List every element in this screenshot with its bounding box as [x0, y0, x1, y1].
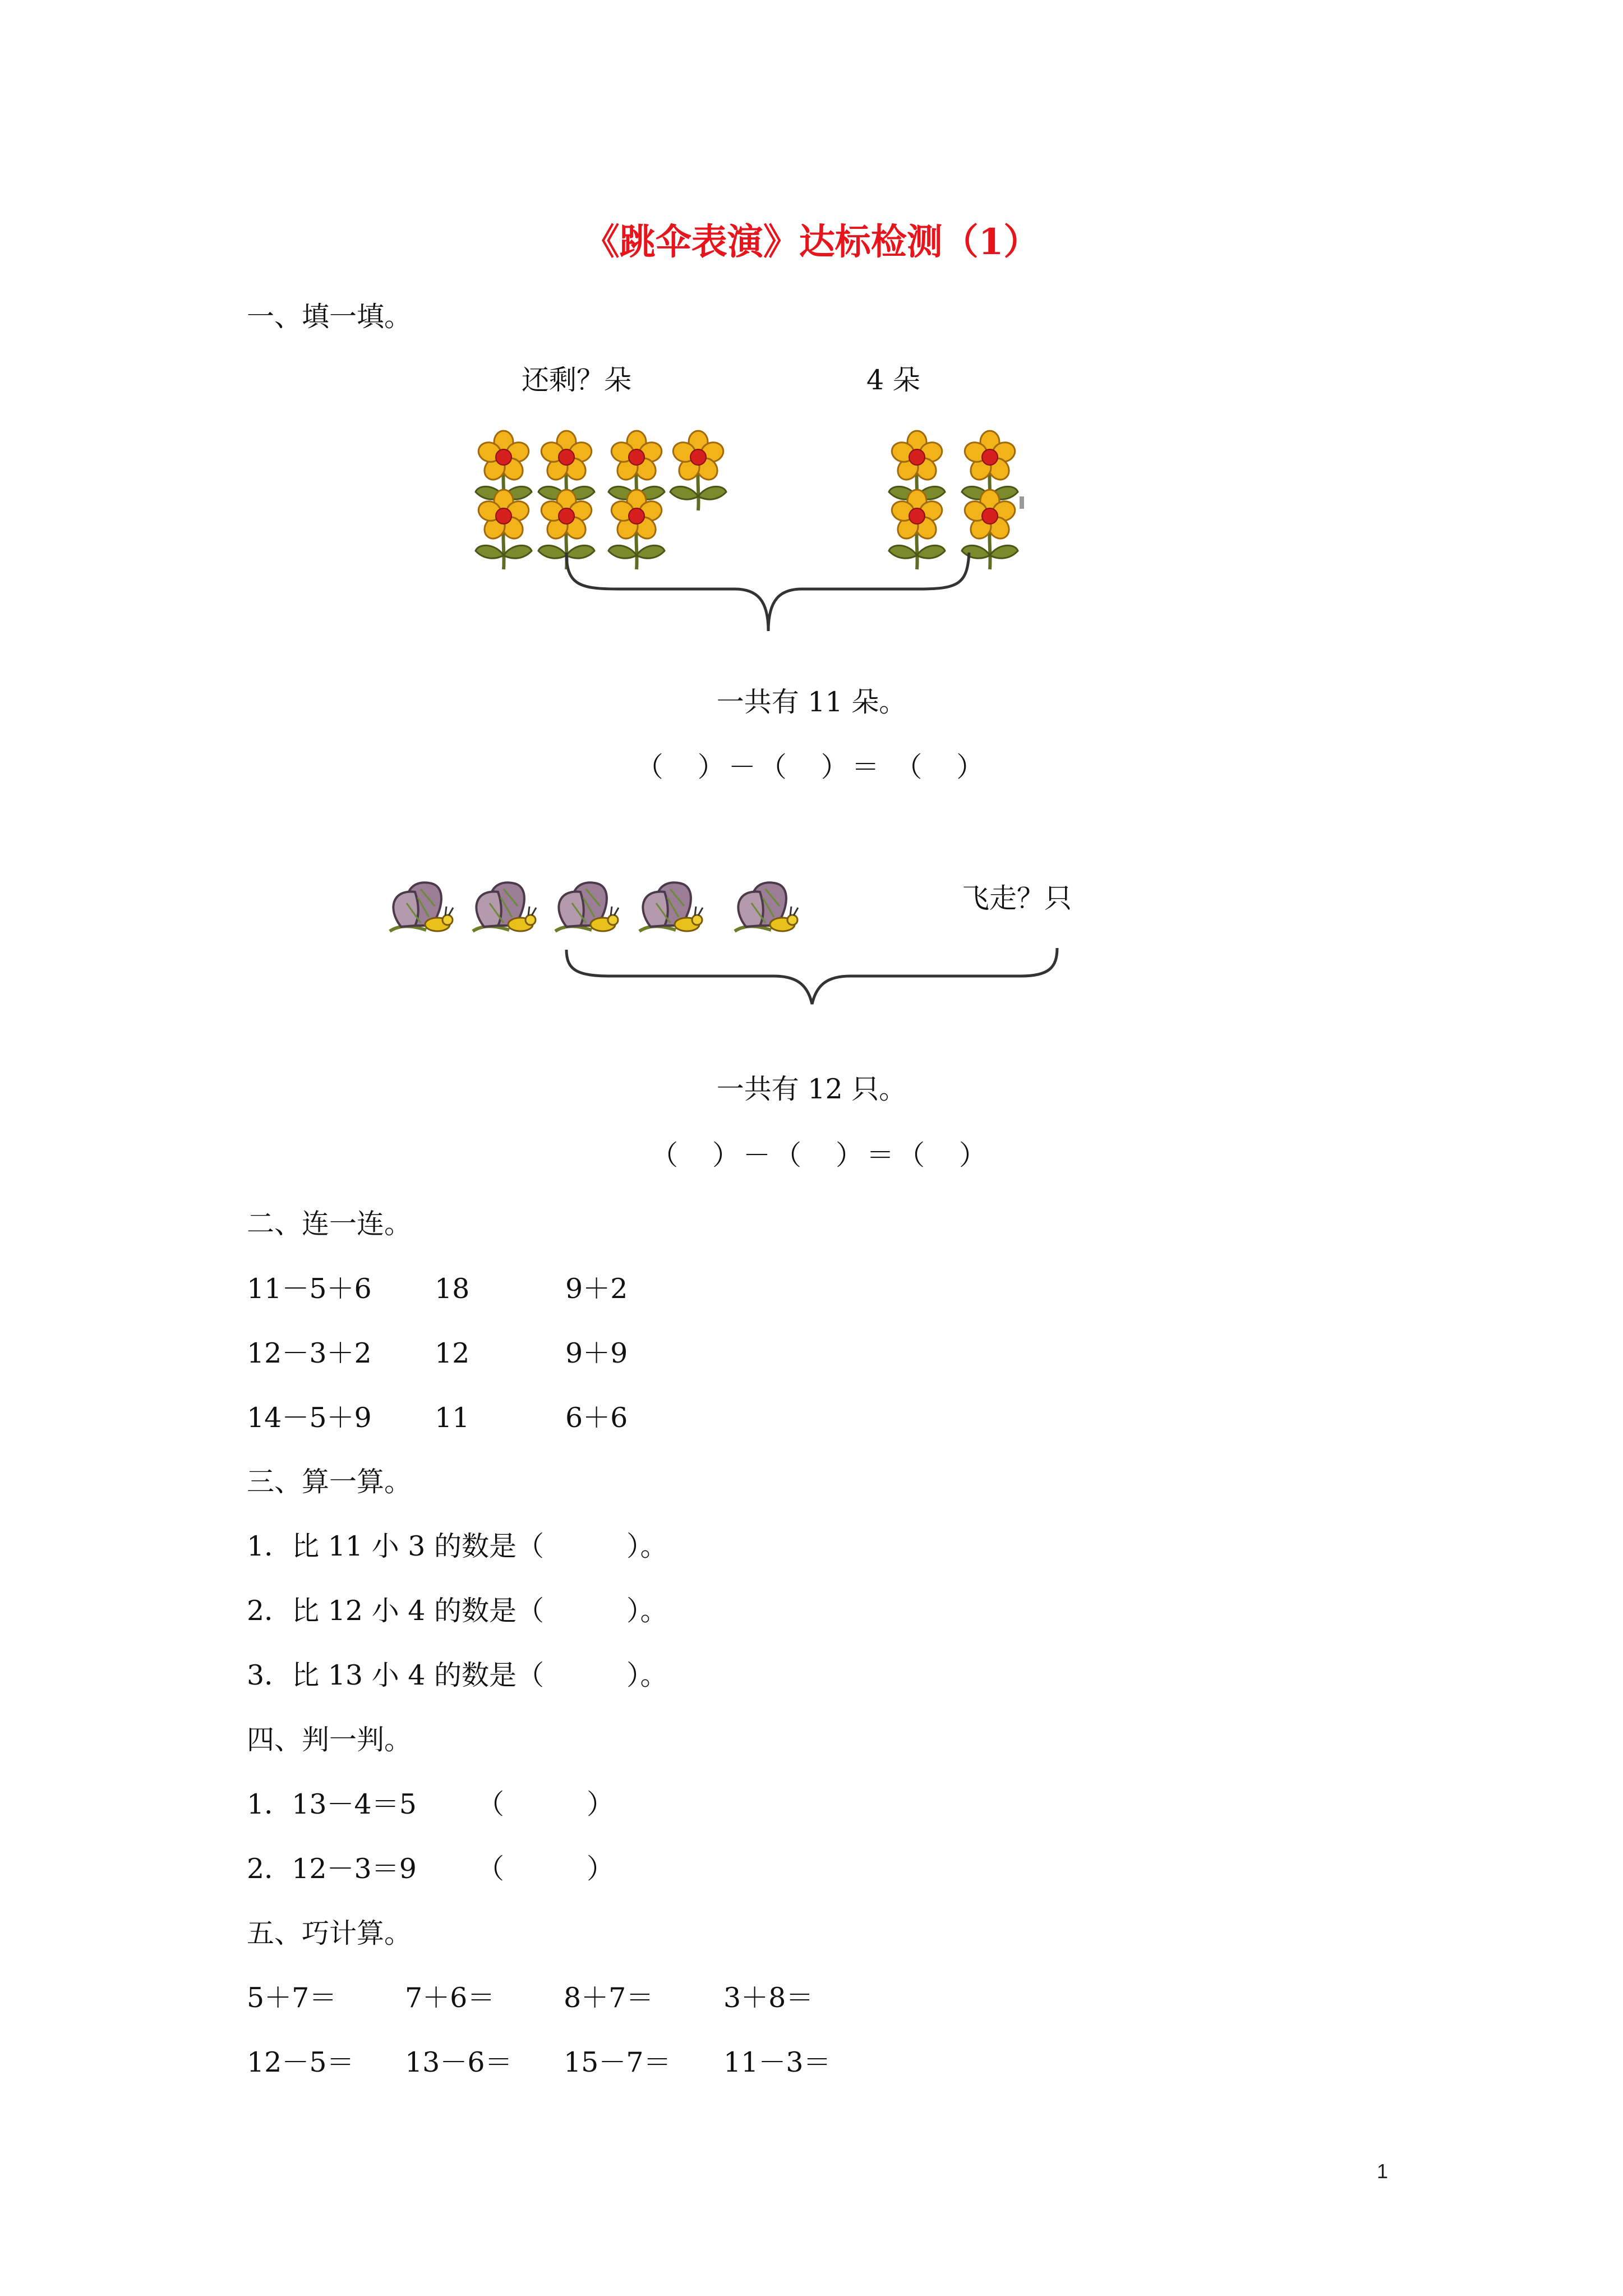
- right-flowers-label: 4 朵: [866, 364, 920, 396]
- flower-icon: [889, 490, 945, 569]
- butterfly-icon: [735, 882, 798, 931]
- match-expr: 14－5＋9: [247, 1402, 372, 1434]
- flower-icon: [608, 490, 665, 569]
- flowers-total: 一共有 11 朵。: [716, 686, 907, 718]
- butterfly-group: [390, 882, 798, 931]
- judge-expr: 1．13－4＝5: [247, 1788, 417, 1820]
- match-expr: 12－3＋2: [247, 1337, 372, 1369]
- calc-question: 2．比 12 小 4 的数是（ ）。: [247, 1595, 668, 1627]
- butterfly-icon: [390, 882, 453, 931]
- judge-blank: （ ）: [477, 1788, 615, 1820]
- butterflies-total: 一共有 12 只。: [716, 1073, 907, 1105]
- flower-icon: [476, 490, 532, 569]
- match-sum: 9＋2: [565, 1273, 628, 1305]
- judge-expr: 2．12－3＝9: [247, 1853, 417, 1885]
- calc-question: 3．比 13 小 4 的数是（ ）。: [247, 1659, 668, 1691]
- quick-calc: 13－6＝: [405, 2046, 513, 2078]
- match-number: 12: [435, 1337, 470, 1369]
- match-number: 11: [435, 1402, 470, 1434]
- quick-calc: 5＋7＝: [247, 1982, 337, 2014]
- quick-calc: 12－5＝: [247, 2046, 354, 2078]
- butterfly-icon: [555, 882, 619, 931]
- flower-icon: [670, 431, 726, 510]
- match-number: 18: [435, 1273, 470, 1305]
- section1-heading: 一、填一填。: [247, 301, 412, 333]
- quick-calc: 7＋6＝: [405, 1982, 495, 2014]
- quick-calc: 15－7＝: [564, 2046, 671, 2078]
- page-number: 1: [1377, 2160, 1389, 2183]
- quick-calc: 11－3＝: [723, 2046, 831, 2078]
- flower-group-right: [889, 431, 1024, 569]
- butterfly-icon: [639, 882, 703, 931]
- flower-icon: [962, 490, 1018, 569]
- flower-brace: [566, 553, 969, 631]
- match-sum: 9＋9: [565, 1337, 628, 1369]
- judge-blank: （ ）: [477, 1853, 615, 1885]
- remaining-flowers-label: 还剩？朵: [522, 364, 632, 396]
- section4-heading: 四、判一判。: [247, 1724, 412, 1756]
- section3-heading: 三、算一算。: [247, 1466, 412, 1498]
- section2-heading: 二、连一连。: [247, 1208, 412, 1240]
- match-sum: 6＋6: [565, 1402, 628, 1434]
- calc-question: 1．比 11 小 3 的数是（ ）。: [247, 1530, 668, 1562]
- flown-away-label: 飞走？只: [962, 882, 1072, 914]
- flower-group-left: [476, 431, 726, 569]
- butterfly-brace: [566, 948, 1057, 1004]
- butterflies-equation: （ ）－（ ）＝（ ）: [651, 1139, 990, 1171]
- section5-heading: 五、巧计算。: [247, 1917, 412, 1949]
- flowers-equation: （ ）－（ ）＝ （ ）: [635, 751, 988, 783]
- page-title: 《跳伞表演》达标检测（1）: [583, 221, 1040, 263]
- quick-calc: 3＋8＝: [723, 1982, 814, 2014]
- match-expr: 11－5＋6: [247, 1273, 372, 1305]
- butterfly-icon: [473, 882, 536, 931]
- quick-calc: 8＋7＝: [564, 1982, 654, 2014]
